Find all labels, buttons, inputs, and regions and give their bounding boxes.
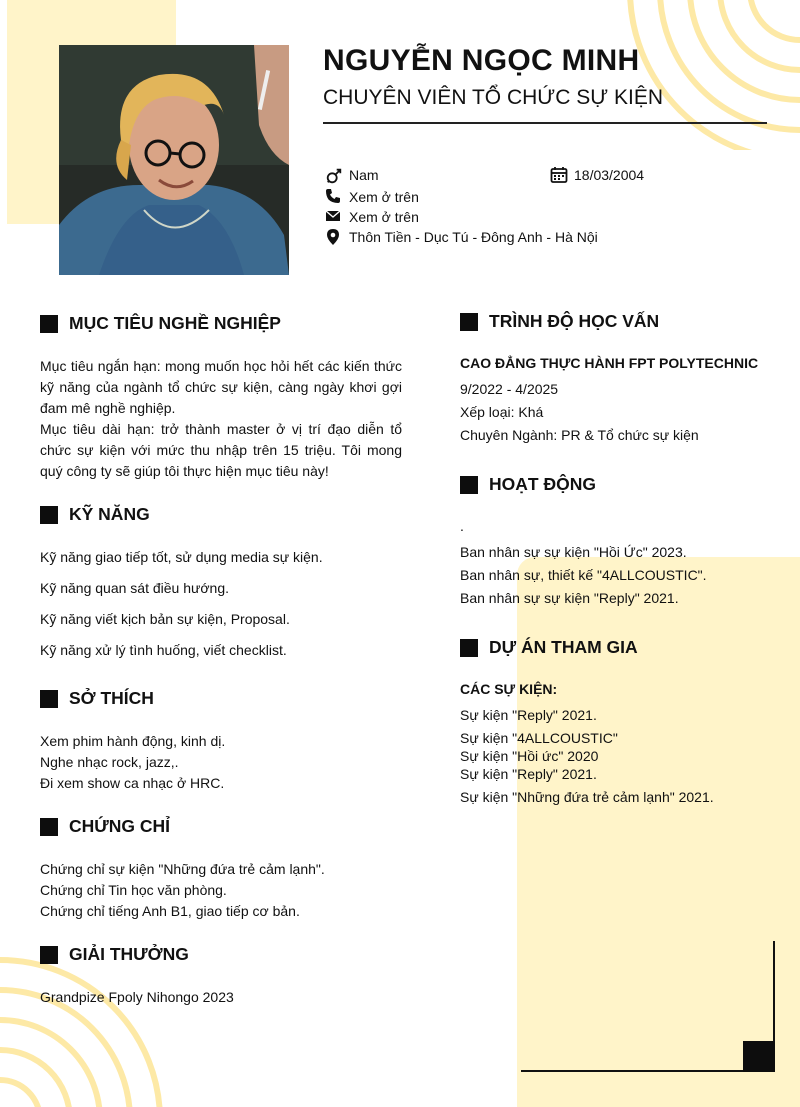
heading-square-icon xyxy=(40,946,58,964)
skill-item: Kỹ năng giao tiếp tốt, sử dụng media sự kiện. xyxy=(40,549,323,565)
candidate-name: NGUYỄN NGỌC MINH xyxy=(323,44,640,77)
education-period: 9/2022 - 4/2025 xyxy=(460,381,559,397)
activities-dot: . xyxy=(460,518,464,534)
job-title: CHUYÊN VIÊN TỔ CHỨC SỰ KIỆN xyxy=(323,86,664,109)
project-item: Sự kiện "Hồi ức" 2020 xyxy=(460,748,599,764)
hobbies-heading-text: SỞ THÍCH xyxy=(69,688,154,708)
gender-icon xyxy=(325,166,343,184)
skill-item: Kỹ năng quan sát điều hướng. xyxy=(40,580,230,596)
skill-item: Kỹ năng viết kịch bản sự kiện, Proposal. xyxy=(40,611,290,627)
header-divider xyxy=(323,122,767,124)
phone-icon xyxy=(325,188,343,206)
education-school: CAO ĐẲNG THỰC HÀNH FPT POLYTECHNIC xyxy=(460,355,759,371)
gender-row xyxy=(325,166,379,184)
hobby-item: Nghe nhạc rock, jazz,. xyxy=(40,754,179,770)
project-item: Sự kiện "Những đứa trẻ cảm lạnh" 2021. xyxy=(460,789,714,805)
email-icon xyxy=(325,208,343,226)
skill-item: Kỹ năng xử lý tình huống, viết checklist. xyxy=(40,642,287,658)
heading-square-icon xyxy=(460,313,478,331)
activities-heading-text: HOẠT ĐỘNG xyxy=(489,474,596,494)
award-item: Grandpize Fpoly Nihongo 2023 xyxy=(40,989,234,1005)
projects-heading-text: DỰ ÁN THAM GIA xyxy=(489,637,638,657)
education-rank: Xếp loại: Khá xyxy=(460,404,544,420)
activities-heading xyxy=(460,474,596,495)
gender-value: Nam xyxy=(349,167,379,183)
corner-frame-horizontal-line xyxy=(521,1070,775,1072)
phone-value: Xem ở trên xyxy=(349,189,419,205)
project-item: Sự kiện "Reply" 2021. xyxy=(460,707,597,723)
birthdate-row xyxy=(550,166,644,184)
corner-frame-square xyxy=(743,1041,775,1072)
email-value: Xem ở trên xyxy=(349,209,419,225)
heading-square-icon xyxy=(460,639,478,657)
profile-photo xyxy=(59,45,289,275)
projects-subheading: CÁC SỰ KIỆN: xyxy=(460,681,558,697)
hobbies-heading xyxy=(40,688,154,709)
awards-heading xyxy=(40,944,189,965)
address-row xyxy=(325,228,598,246)
certificate-item: Chứng chỉ tiếng Anh B1, giao tiếp cơ bản. xyxy=(40,903,300,919)
hobby-item: Xem phim hành động, kinh dị. xyxy=(40,733,226,749)
project-item: Sự kiện "Reply" 2021. xyxy=(460,766,597,782)
objective-heading-text: MỤC TIÊU NGHỀ NGHIỆP xyxy=(69,313,281,333)
education-heading xyxy=(460,311,659,332)
certificates-heading xyxy=(40,816,170,837)
phone-row xyxy=(325,188,419,206)
skills-heading xyxy=(40,504,150,525)
activity-item: Ban nhân sự sự kiện "Reply" 2021. xyxy=(460,590,679,606)
heading-square-icon xyxy=(460,476,478,494)
projects-heading xyxy=(460,637,638,658)
awards-heading-text: GIẢI THƯỞNG xyxy=(69,944,189,964)
calendar-icon xyxy=(550,166,568,184)
heading-square-icon xyxy=(40,818,58,836)
heading-square-icon xyxy=(40,506,58,524)
project-item: Sự kiện "4ALLCOUSTIC" xyxy=(460,730,618,746)
activity-item: Ban nhân sự, thiết kế "4ALLCOUSTIC". xyxy=(460,567,707,583)
hobby-item: Đi xem show ca nhạc ở HRC. xyxy=(40,775,225,791)
education-major: Chuyên Ngành: PR & Tổ chức sự kiện xyxy=(460,427,699,443)
certificate-item: Chứng chỉ sự kiện "Những đứa trẻ cảm lạnh". xyxy=(40,861,325,877)
location-icon xyxy=(325,228,343,246)
activity-item: Ban nhân sự sự kiện "Hồi Ức" 2023. xyxy=(460,544,687,560)
birthdate-value: 18/03/2004 xyxy=(574,167,645,183)
heading-square-icon xyxy=(40,315,58,333)
objective-heading xyxy=(40,313,281,334)
objective-long-term: Mục tiêu dài hạn: trở thành master ở vị trí đạo diễn tổ chức sự kiện với mức thu nhập trên 15 triệu. Tôi mong quý công ty sẽ giúp tôi thực hiện mục tiêu này! xyxy=(40,421,402,479)
certificate-item: Chứng chỉ Tin học văn phòng. xyxy=(40,882,227,898)
skills-heading-text: KỸ NĂNG xyxy=(69,504,150,524)
objective-short-term: Mục tiêu ngắn hạn: mong muốn học hỏi hết các kiến thức kỹ năng của ngành tổ chức sự kiện, càng ngày khơi gợi đam mê nghề nghiệp. xyxy=(40,358,402,416)
email-row xyxy=(325,208,419,226)
certificates-heading-text: CHỨNG CHỈ xyxy=(69,816,171,836)
heading-square-icon xyxy=(40,690,58,708)
education-heading-text: TRÌNH ĐỘ HỌC VẤN xyxy=(489,311,660,331)
address-value: Thôn Tiền - Dục Tú - Đông Anh - Hà Nội xyxy=(349,229,598,245)
